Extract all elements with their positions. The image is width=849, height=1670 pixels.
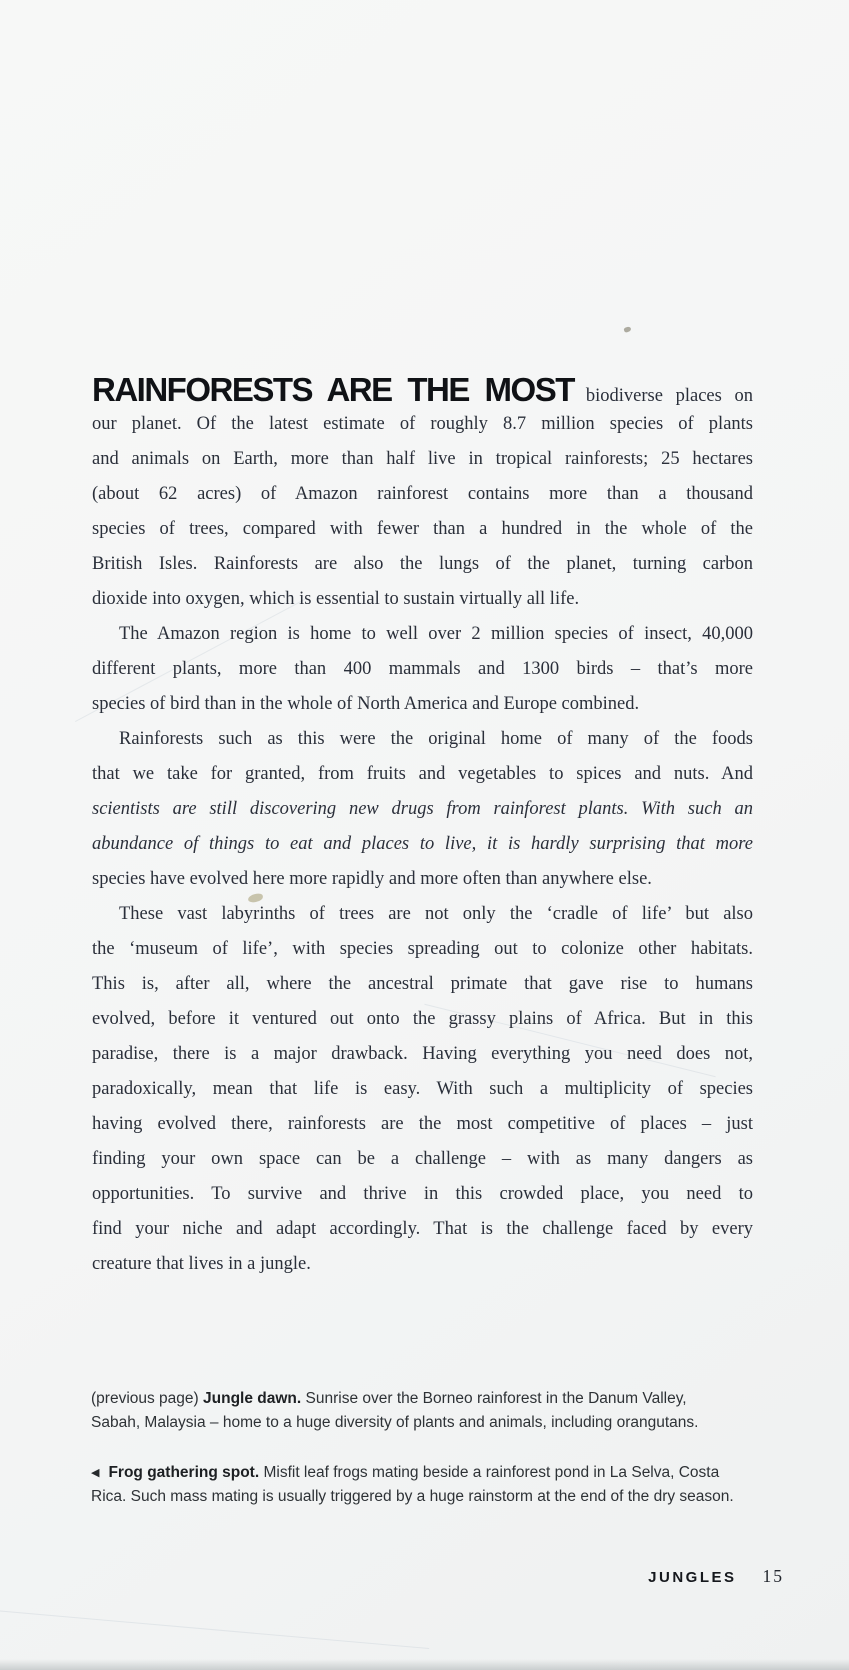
text-line: and animals on Earth, more than half live in tropical rainforests; 25 hectares: [92, 449, 753, 469]
text-line: The Amazon region is home to well over 2 million species of insect, 40,000: [119, 624, 753, 644]
text-line: species of trees, compared with fewer than a hundred in the whole of the: [92, 519, 753, 539]
text-line: that we take for granted, from fruits and vegetables to spices and nuts. And: [92, 764, 753, 784]
caption-lead: Jungle dawn.: [203, 1390, 302, 1407]
text-line: scientists are still discovering new drugs from rainforest plants. With such an: [92, 799, 753, 819]
text-line: finding your own space can be a challenge – with as many dangers as: [92, 1149, 753, 1169]
caption-text: Misfit leaf frogs mating beside a rainforest pond in La Selva, Costa: [259, 1464, 720, 1481]
body-text-block: [92, 372, 753, 1282]
caption-text: Rica. Such mass mating is usually triggered by a huge rainstorm at the end of the dry season.: [91, 1488, 734, 1505]
page-edge-shadow: [0, 1659, 849, 1670]
text-line: These vast labyrinths of trees are not only the ‘cradle of life’ but also: [119, 904, 753, 924]
running-head: JUNGLES: [648, 1569, 737, 1586]
text-line: creature that lives in a jungle.: [92, 1254, 311, 1274]
caption-line: [91, 1411, 791, 1435]
text-line: (about 62 acres) of Amazon rainforest contains more than a thousand: [92, 484, 753, 504]
scan-speck: [623, 326, 631, 333]
text-line: paradoxically, mean that life is easy. With such a multiplicity of species: [92, 1079, 753, 1099]
text-line: different plants, more than 400 mammals and 1300 birds – that’s more: [92, 659, 753, 679]
text-line: British Isles. Rainforests are also the lungs of the planet, turning carbon: [92, 554, 753, 574]
page-number: 15: [762, 1566, 784, 1586]
text-line: the ‘museum of life’, with species spreading out to colonize other habitats.: [92, 939, 753, 959]
photo-caption: [91, 1387, 791, 1435]
caption-text: (previous page): [91, 1390, 204, 1407]
paragraph-lines: [92, 407, 753, 1282]
text-line: find your niche and adapt accordingly. That is the challenge faced by every: [92, 1219, 753, 1239]
caption-line: [91, 1461, 791, 1485]
heading-continuation: biodiverse places on: [585, 386, 753, 406]
text-line: This is, after all, where the ancestral primate that gave rise to humans: [92, 974, 753, 994]
text-line: opportunities. To survive and thrive in this crowded place, you need to: [92, 1184, 753, 1204]
text-line: abundance of things to eat and places to live, it is hardly surprising that more: [92, 834, 753, 854]
caption-text: Sunrise over the Borneo rainforest in the Danum Valley,: [301, 1390, 687, 1407]
caption-line: [91, 1387, 791, 1411]
caption-line: [91, 1485, 791, 1509]
text-line: paradise, there is a major drawback. Having everything you need does not,: [92, 1044, 753, 1064]
text-line: having evolved there, rainforests are the most competitive of places – just: [92, 1114, 753, 1134]
chapter-lead-in: RAINFORESTS ARE THE MOST: [92, 371, 574, 408]
text-line: species have evolved here more rapidly and more often than anywhere else.: [92, 869, 652, 889]
photo-caption: [91, 1461, 791, 1509]
text-line: dioxide into oxygen, which is essential to sustain virtually all life.: [92, 589, 580, 609]
left-triangle-icon: ◀: [91, 1467, 100, 1479]
text-line: our planet. Of the latest estimate of roughly 8.7 million species of plants: [92, 414, 753, 434]
caption-lead: Frog gathering spot.: [108, 1464, 260, 1481]
page-footer: [0, 1566, 784, 1587]
text-line: Rainforests such as this were the original home of many of the foods: [119, 729, 753, 749]
caption-text: Sabah, Malaysia – home to a huge diversity of plants and animals, including orangutans.: [91, 1414, 699, 1431]
text-line: evolved, before it ventured out onto the grassy plains of Africa. But in this: [92, 1009, 753, 1029]
text-line: species of bird than in the whole of North America and Europe combined.: [92, 694, 640, 714]
text-line: [92, 372, 753, 407]
scan-crease: [0, 1608, 429, 1649]
